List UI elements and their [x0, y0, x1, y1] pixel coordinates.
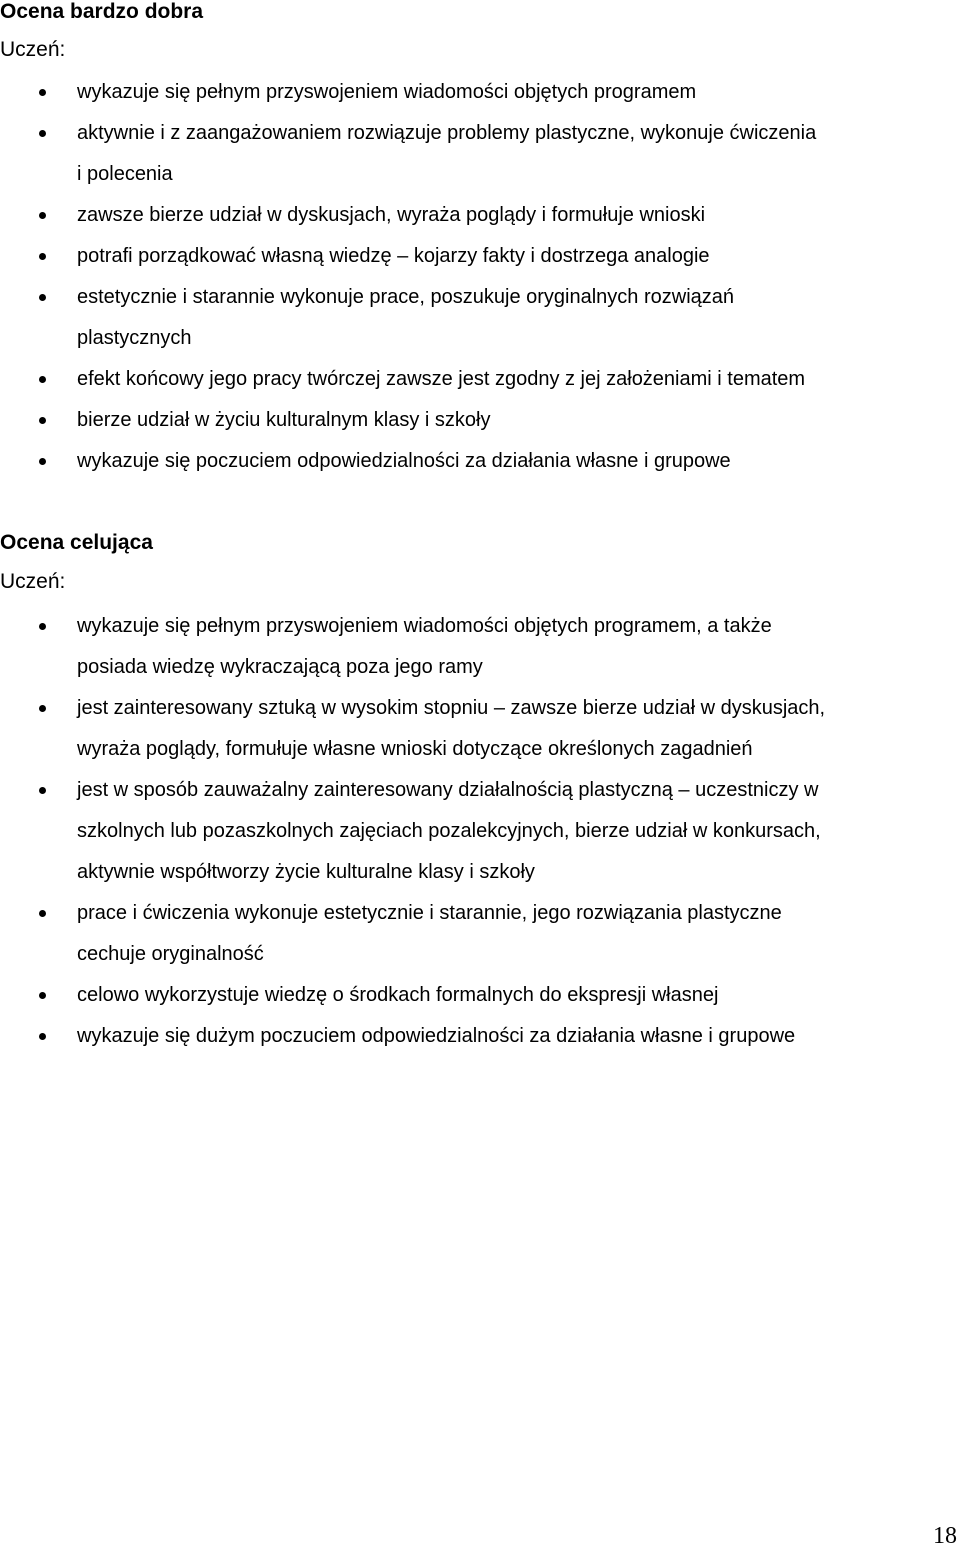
list-item-text: wykazuje się dużym poczuciem odpowiedzialności za działania własne i grupowe [77, 1025, 796, 1047]
list-item [0, 72, 960, 113]
list-item-text: estetycznie i starannie wykonuje prace, poszukuje oryginalnych rozwiązań [77, 286, 735, 308]
list-item [0, 1016, 960, 1057]
list-item [0, 400, 960, 441]
bullet-icon [39, 787, 46, 794]
section-ocena-celujaca [0, 531, 960, 1057]
bullet-icon [39, 130, 46, 137]
list-item [0, 688, 960, 770]
list-item [0, 277, 960, 359]
list-item-text: bierze udział w życiu kulturalnym klasy i szkoły [77, 409, 491, 431]
list-item-text: aktywnie współtworzy życie kulturalne klasy i szkoły [77, 861, 535, 883]
bullet-icon [39, 992, 46, 999]
bullet-icon [39, 294, 46, 301]
list-item [0, 606, 960, 688]
list-item [0, 441, 960, 482]
list-item-text: zawsze bierze udział w dyskusjach, wyraża poglądy i formułuje wnioski [77, 204, 706, 226]
bullet-icon [39, 212, 46, 219]
list-item-text: plastycznych [77, 327, 192, 349]
bullet-icon [39, 910, 46, 917]
list-item-text: cechuje oryginalność [77, 943, 264, 965]
bullet-icon [39, 1033, 46, 1040]
list-item-text: prace i ćwiczenia wykonuje estetycznie i starannie, jego rozwiązania plastyczne [77, 902, 782, 924]
list-item-text: jest zainteresowany sztuką w wysokim stopniu – zawsze bierze udział w dyskusjach, [77, 697, 826, 719]
list-item-text: wykazuje się poczuciem odpowiedzialności za działania własne i grupowe [77, 450, 731, 472]
bullet-icon [39, 705, 46, 712]
bullet-icon [39, 253, 46, 260]
bullet-icon [39, 623, 46, 630]
section-title: Ocena celująca [0, 531, 153, 554]
bullet-icon [39, 376, 46, 383]
list-item-text: wykazuje się pełnym przyswojeniem wiadomości objętych programem, a także [77, 615, 772, 637]
list-item [0, 359, 960, 400]
bullet-icon [39, 89, 46, 96]
list-item-text: wyraża poglądy, formułuje własne wnioski dotyczące określonych zagadnień [77, 738, 753, 760]
list-item-text: posiada wiedzę wykraczającą poza jego ramy [77, 656, 483, 678]
list-item-text: efekt końcowy jego pracy twórczej zawsze jest zgodny z jej założeniami i tematem [77, 368, 806, 390]
list-item-text: i polecenia [77, 163, 173, 185]
bullet-icon [39, 417, 46, 424]
list-item-text: jest w sposób zauważalny zainteresowany działalnością plastyczną – uczestniczy w [77, 779, 819, 801]
bullet-icon [39, 458, 46, 465]
list-item-text: celowo wykorzystuje wiedzę o środkach formalnych do ekspresji własnej [77, 984, 719, 1006]
list-item [0, 770, 960, 893]
section-title: Ocena bardzo dobra [0, 0, 204, 23]
list-item [0, 975, 960, 1016]
list-item [0, 893, 960, 975]
list-item-text: wykazuje się pełnym przyswojeniem wiadomości objętych programem [77, 81, 697, 103]
list-item-text: aktywnie i z zaangażowaniem rozwiązuje problemy plastyczne, wykonuje ćwiczenia [77, 122, 817, 144]
criteria-list [0, 72, 960, 482]
list-item [0, 113, 960, 195]
list-item [0, 195, 960, 236]
list-item-text: potrafi porządkować własną wiedzę – kojarzy fakty i dostrzega analogie [77, 245, 710, 267]
page-number: 18 [933, 1523, 957, 1549]
section-ocena-bardzo-dobra [0, 0, 960, 482]
criteria-list [0, 606, 960, 1057]
section-subtitle: Uczeń: [0, 38, 66, 61]
list-item [0, 236, 960, 277]
list-item-text: szkolnych lub pozaszkolnych zajęciach pozalekcyjnych, bierze udział w konkursach, [77, 820, 821, 842]
section-subtitle: Uczeń: [0, 570, 66, 593]
